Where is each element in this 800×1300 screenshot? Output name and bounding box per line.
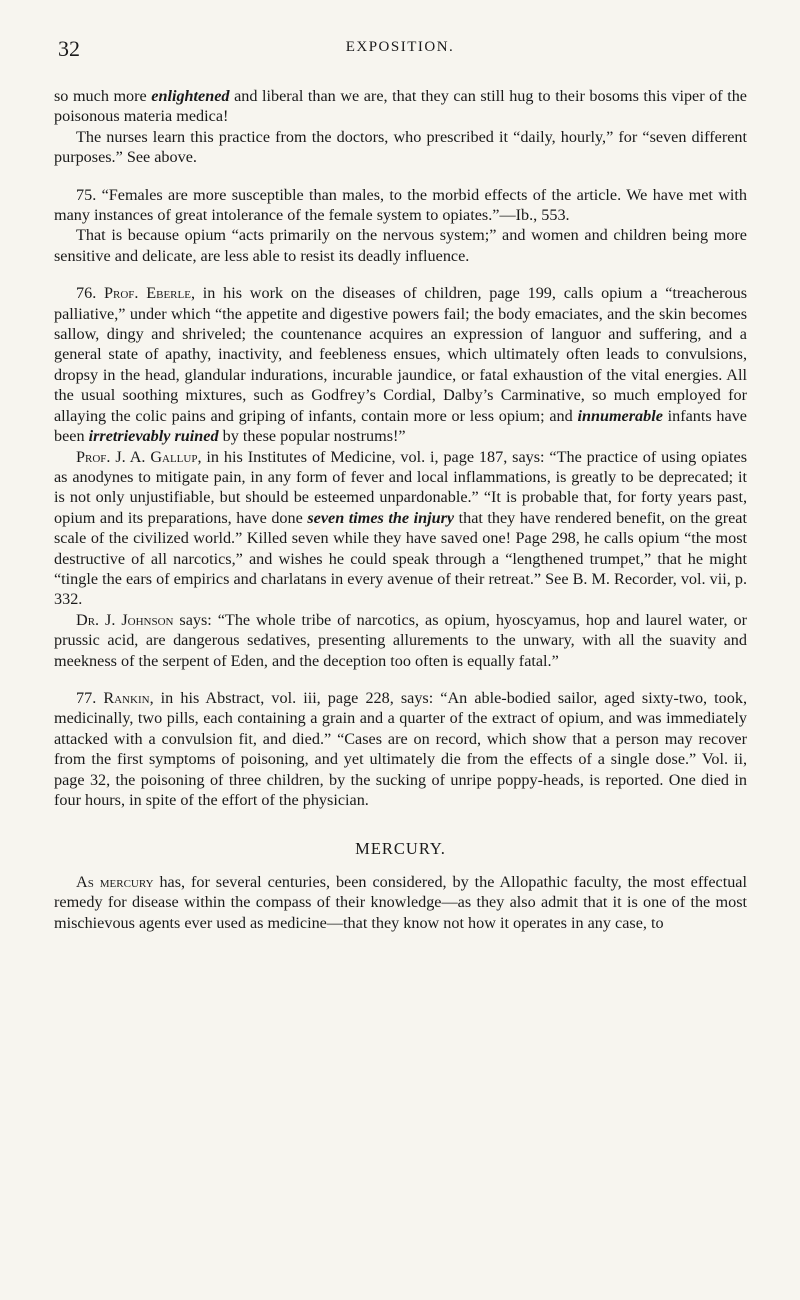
paragraph-76: 76. Prof. Eberle, in his work on the diseases of children, page 199, calls opium a “treacherous palliative,” under which “the appetite and digestive powers fail; the body emaciates, and the skin becomes sallow, dingy and shriveled; the countenance acquires an expression of languor and suffering, and a general state of apathy, inactivity, and feebleness ensues, which ultimately often leads to convulsions, dropsy in the head, glandular indurations, incurable jaundice, or fatal exhaustion of the vital energies. All the usual soothing mixtures, such as Godfrey’s Cordial, Dalby’s Carminative, so much employed for allaying the colic pains and griping of infants, contain more or less opium; and innumerable infants have been irretrievably ruined by these popular nostrums!” [54, 284, 748, 446]
author-eberle: Prof. Eberle [104, 284, 191, 303]
page-number: 32 [58, 36, 80, 61]
paragraph-gallup: Prof. J. A. Gallup, in his Institutes of Medicine, vol. i, page 187, says: “The practice of using opiates as anodynes to mitigate pain, in any form of fever and local inflammations, is greatly to be deprecated; it is not only unjustifiable, but should be esteemed unpardonable.” “It is probable that, for forty years past, opium and its preparations, have done seven times the injury that they have rendered benefit, on the great scale of the civilized world.” Killed seven while they have saved one! Page 298, he calls opium “the most destructive of all narcotics,” and wishes he could speak through a “lengthened trumpet,” that he might “tingle the ears of empirics and charlatans in every avenue of their retreat.” See B. M. Recorder, vol. vii, p. 332. [54, 447, 747, 609]
author-gallup: Prof. J. A. Gallup [76, 447, 198, 466]
author-johnson: Dr. J. Johnson [76, 610, 174, 629]
author-rankin: Rankin [103, 688, 150, 707]
paragraph-77: 77. Rankin, in his Abstract, vol. iii, page 228, says: “An able-bodied sailor, aged sixty-two, took, medicinally, two pills, each containing a grain and a quarter of the extract of opium, and was immediately attacked with a convulsion fit, and died.” “Cases are on record, which show that a person may recover from the first symptoms of poisoning, and yet ultimately die from the effects of a single dose.” Vol. ii, page 32, the poisoning of three children, by the sucking of unripe poppy-heads, is reported. One died in four hours, in spite of the effort of the physician. [54, 688, 748, 809]
running-head: EXPOSITION. [345, 39, 455, 55]
paragraph-intro: so much more enlightened and liberal than we are, that they can still hug to their bosoms this viper of the poisonous materia medica! [54, 87, 747, 126]
page-header [58, 36, 742, 62]
paragraph-75: 75. “Females are more susceptible than males, to the morbid effects of the article. We have met with many instances of great intolerance of the female system to opiates.”—Ib., 553. [54, 185, 747, 225]
section-heading-mercury: MERCURY. [355, 839, 446, 859]
paragraph-75-comment: That is because opium “acts primarily on the nervous system;” and women and children being more sensitive and delicate, are less able to resist its deadly influence. [54, 226, 747, 265]
body-text [54, 86, 747, 933]
emphasis-enlightened: enlightened [151, 87, 230, 105]
paragraph-johnson: Dr. J. Johnson says: “The whole tribe of narcotics, as opium, hyoscyamus, hop and laurel water, or prussic acid, are dangerous sedatives, presenting allurements to the unwary, with all the suavity and meekness of the serpent of Eden, and the deception too often is equally fatal.” [54, 610, 748, 670]
paragraph-nurses: The nurses learn this practice from the doctors, who prescribed it “daily, hourly,” for “seven different purposes.” See above. [54, 127, 747, 167]
paragraph-mercury: As mercury has, for several centuries, been considered, by the Allopathic faculty, the most effectual remedy for disease within the compass of their knowledge—as they also admit that it is one of the most mischievous agents ever used as medicine—that they know not how it operates in any case, to [54, 872, 747, 932]
